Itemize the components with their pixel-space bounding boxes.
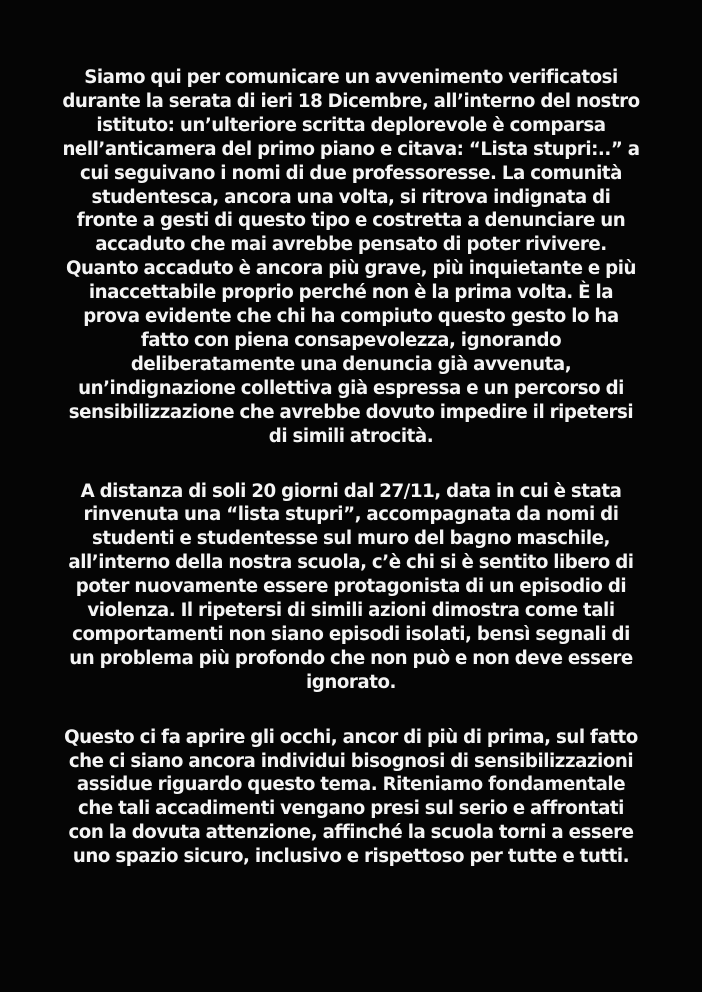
- text-line: assidue riguardo questo tema. Riteniamo fondamentale: [76, 774, 626, 796]
- statement-text: [30, 66, 672, 900]
- text-line: fatto con piena consapevolezza, ignorando: [140, 329, 562, 351]
- text-line: studentesca, ancora una volta, si ritrova indignata di: [91, 186, 611, 208]
- text-line: un’indignazione collettiva già espressa e un percorso di: [78, 377, 624, 399]
- text-line: fronte a gesti di questo tipo e costretta a denunciare un: [76, 210, 626, 232]
- text-line: che ci siano ancora individui bisognosi di sensibilizzazioni: [68, 750, 634, 772]
- text-line: durante la serata di ieri 18 Dicembre, all’interno del nostro: [62, 90, 640, 112]
- text-line: deliberatamente una denuncia già avvenuta,: [130, 353, 572, 375]
- text-line: prova evidente che chi ha compiuto questo gesto lo ha: [83, 306, 619, 328]
- text-line: A distanza di soli 20 giorni dal 27/11, data in cui è stata: [80, 480, 622, 502]
- text-line: che tali accadimenti vengano presi sul serio e affrontati: [78, 798, 624, 820]
- text-line: all’interno della nostra scuola, c’è chi si è sentito libero di: [68, 552, 634, 574]
- text-line: cui seguivano i nomi di due professoresse. La comunità: [80, 162, 622, 184]
- text-line: Questo ci fa aprire gli occhi, ancor di più di prima, sul fatto: [64, 726, 638, 748]
- text-line: istituto: un’ulteriore scritta deplorevole è comparsa: [96, 114, 606, 136]
- text-line: studenti e studentesse sul muro del bagno maschile,: [92, 528, 610, 550]
- text-line: violenza. Il ripetersi di simili azioni dimostra come tali: [87, 600, 615, 622]
- paragraph-3: [30, 726, 672, 869]
- text-line: un problema più profondo che non può e non deve essere: [69, 647, 633, 669]
- text-line: poter nuovamente essere protagonista di un episodio di: [75, 576, 627, 598]
- text-line: uno spazio sicuro, inclusivo e rispettoso per tutte e tutti.: [72, 846, 630, 868]
- text-line: comportamenti non siano episodi isolati, bensì segnali di: [72, 623, 630, 645]
- text-line: inaccettabile proprio perché non è la prima volta. È la: [88, 282, 614, 304]
- text-line: rinvenuta una “lista stupri”, accompagnata da nomi di: [83, 504, 619, 526]
- text-line: di simili atrocità.: [268, 425, 434, 447]
- text-line: con la dovuta attenzione, affinché la scuola torni a essere: [68, 822, 634, 844]
- text-line: accaduto che mai avrebbe pensato di poter rivivere.: [95, 234, 607, 256]
- text-line: sensibilizzazione che avrebbe dovuto impedire il ripetersi: [68, 401, 634, 423]
- paragraph-2: [30, 480, 672, 695]
- text-line: Quanto accaduto è ancora più grave, più inquietante e più: [66, 258, 636, 280]
- paragraph-1: [30, 66, 672, 449]
- text-line: nell’anticamera del primo piano e citava: “Lista stupri:..” a: [62, 138, 640, 160]
- text-line: Siamo qui per comunicare un avvenimento verificatosi: [84, 67, 618, 88]
- text-line: ignorato.: [306, 671, 396, 693]
